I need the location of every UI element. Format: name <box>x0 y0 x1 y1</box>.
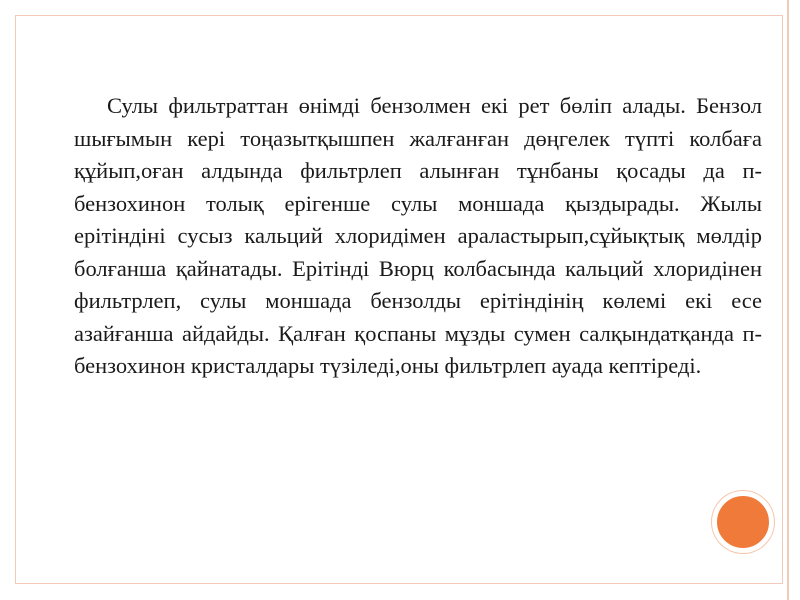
orange-circle-decoration <box>712 491 774 553</box>
slide-body-paragraph: Сулы фильтраттан өнімді бензолмен екі рет бөліп алады. Бензол шығымын кері тоңазытқышпен жалғанған дөңгелек түпті колбаға құйып,оған алдында фильтрлеп алынған тұнбаны қосады да п-бензохинон толық ерігенше сулы моншада қыздырады. Жылы ерітіндіні сусыз кальций хлоридімен араластырып,сұйықтық мөлдір болғанша қайнатады. Ерітінді Вюрц колбасында кальций хлоридінен фильтрлеп, сулы моншада бензолды ерітіндінің көлемі екі есе азайғанша айдайды. Қалған қоспаны мұзды сумен салқындатқанда п-бензохинон кристалдары түзіледі,оны фильтрлеп ауада кептіреді. <box>74 93 762 378</box>
right-accent-line <box>787 0 789 600</box>
